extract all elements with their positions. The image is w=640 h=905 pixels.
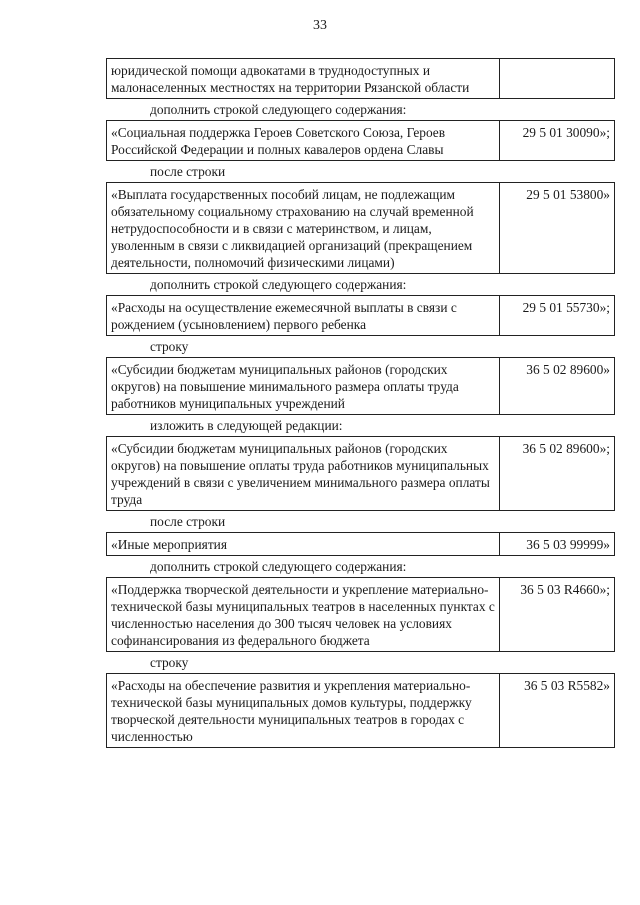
table-row xyxy=(106,436,615,511)
row-description: «Расходы на осуществление ежемесячной выплаты в связи с рождением (усыновлением) первого ребенка xyxy=(107,296,500,335)
table-row xyxy=(106,182,615,274)
instruction-text: изложить в следующей редакции: xyxy=(150,418,343,433)
row-code: 36 5 03 99999» xyxy=(526,537,610,552)
table-row xyxy=(106,357,615,415)
instruction-text: дополнить строкой следующего содержания: xyxy=(150,277,407,292)
table-row xyxy=(106,58,615,99)
table-row xyxy=(106,577,615,652)
row-code: 29 5 01 55730»; xyxy=(522,300,610,315)
table-row xyxy=(106,532,615,556)
row-description: «Расходы на обеспечение развития и укрепления материально-технической базы муниципальных домов культуры, поддержку творческой деятельности муниципальных театров в городах с численностью xyxy=(107,674,500,747)
table-row xyxy=(106,673,615,748)
row-description: «Субсидии бюджетам муниципальных районов (городских округов) на повышение оплаты труда работников муниципальных учреждений в связи с увеличением минимального размера оплаты труда xyxy=(107,437,500,510)
instruction-text: дополнить строкой следующего содержания: xyxy=(150,102,407,117)
row-code: 36 5 02 89600» xyxy=(526,362,610,377)
document-body xyxy=(106,58,615,748)
instruction-text: после строки xyxy=(150,514,226,529)
row-description: «Иные мероприятия xyxy=(107,533,500,555)
row-code xyxy=(500,59,614,98)
row-code: 29 5 01 30090»; xyxy=(522,125,610,140)
row-description: «Поддержка творческой деятельности и укрепление материально-технической базы муниципальных театров в населенных пунктах с численностью населения до 300 тысяч человек на условиях софинансирования из федерального бюджета xyxy=(107,578,500,651)
row-code: 29 5 01 53800» xyxy=(526,187,610,202)
row-code: 36 5 03 R4660»; xyxy=(520,582,610,597)
row-description: юридической помощи адвокатами в труднодоступных и малонаселенных местностях на территории Рязанской области xyxy=(107,59,500,98)
table-row xyxy=(106,120,615,161)
row-code: 36 5 03 R5582» xyxy=(524,678,610,693)
row-description: «Выплата государственных пособий лицам, не подлежащим обязательному социальному страхованию на случай временной нетрудоспособности и в связи с материнством, и лицам, уволенным в связи с ликвидацией организаций (прекращением деятельности, полномочий физическими лицами) xyxy=(107,183,500,273)
instruction-text: дополнить строкой следующего содержания: xyxy=(150,559,407,574)
table-row xyxy=(106,295,615,336)
row-code: 36 5 02 89600»; xyxy=(522,441,610,456)
page-number: 33 xyxy=(313,18,327,33)
instruction-text: строку xyxy=(150,339,189,354)
instruction-text: после строки xyxy=(150,164,226,179)
row-description: «Субсидии бюджетам муниципальных районов (городских округов) на повышение минимального размера оплаты труда работников муниципальных учреждений xyxy=(107,358,500,414)
row-description: «Социальная поддержка Героев Советского Союза, Героев Российской Федерации и полных кавалеров ордена Славы xyxy=(107,121,500,160)
instruction-text: строку xyxy=(150,655,189,670)
